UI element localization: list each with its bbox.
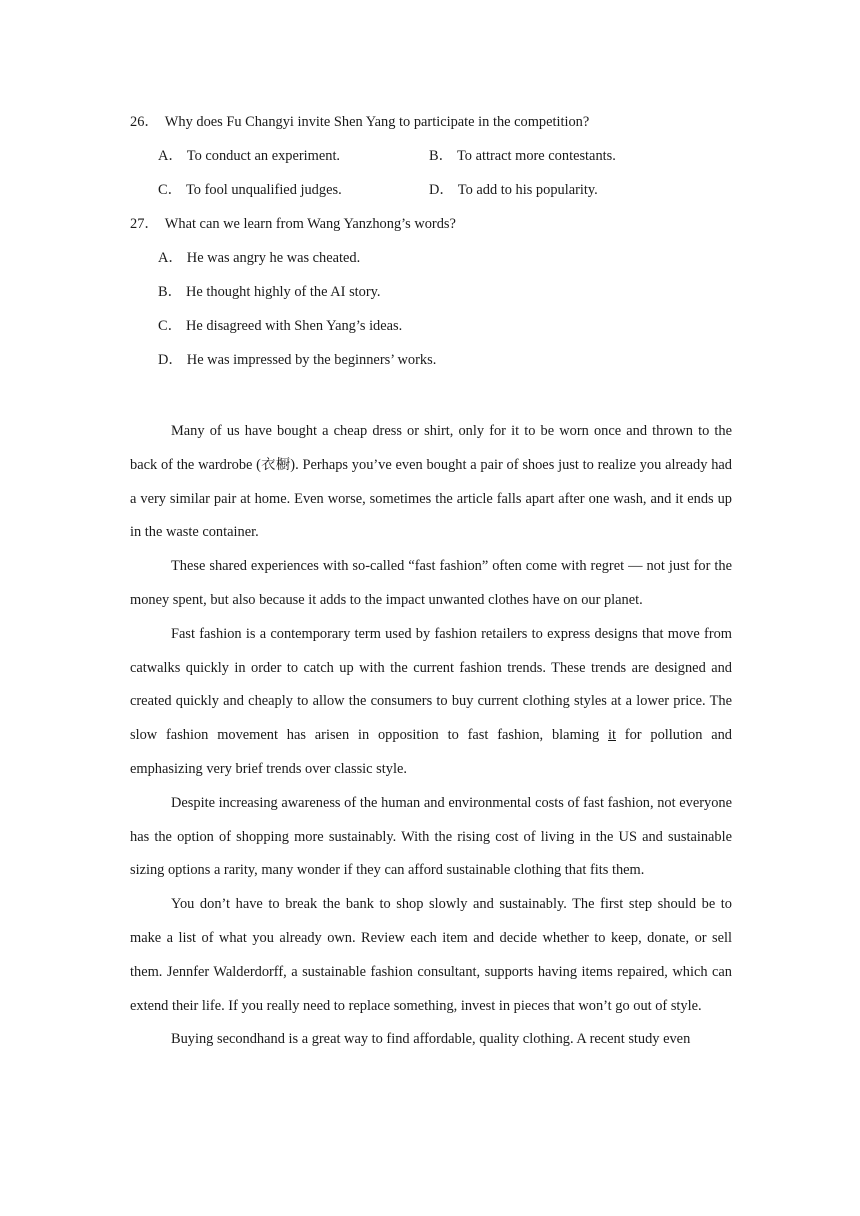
- option-text: To add to his popularity.: [457, 182, 598, 198]
- option-b[interactable]: [429, 145, 616, 167]
- option-letter: D．: [158, 352, 183, 368]
- passage-paragraph-5: You don’t have to break the bank to shop slowly and sustainably. The first step should be to make a list of what you already own. Review each item and decide whether to keep, donate, or sell them. Jennfer Walderdorff, a sustainable fashion consultant, supports having items repaired, which can extend their life. If you really need to replace something, invest in pieces that won’t go out of style.: [130, 896, 732, 1014]
- reading-passage: [130, 415, 732, 1057]
- question-26-options-row-2: [130, 179, 734, 213]
- option-d[interactable]: [429, 179, 598, 201]
- option-b[interactable]: [130, 281, 734, 315]
- option-text: He disagreed with Shen Yang’s ideas.: [186, 318, 403, 334]
- question-27-stem: [130, 213, 734, 247]
- paragraph-text: for pollution and emphasizing very brief trends over classic style.: [130, 727, 732, 777]
- passage-paragraph-6: Buying secondhand is a great way to find affordable, quality clothing. A recent study even: [171, 1031, 691, 1048]
- option-a[interactable]: [158, 148, 340, 164]
- paragraph-text: Fast fashion is a contemporary term used by fashion retailers to express designs that move from catwalks quickly in order to catch up with the current fashion trends. These trends are designed and created quickly and cheaply to allow the consumers to buy current clothing styles at a lower price. The slow fashion movement has arisen in opposition to fast fashion, blaming: [130, 625, 732, 744]
- question-26-options-row-1: [130, 145, 734, 179]
- option-letter: A．: [158, 250, 183, 266]
- underlined-word: it: [607, 727, 616, 744]
- option-text: To conduct an experiment.: [186, 148, 341, 164]
- passage-paragraph-3: [130, 618, 732, 787]
- question-26-stem: [130, 111, 734, 145]
- option-text: He was impressed by the beginners’ works.: [186, 352, 437, 368]
- question-section: [130, 111, 734, 383]
- question-number: 26．: [130, 114, 159, 130]
- option-c[interactable]: [158, 182, 342, 198]
- question-number: 27．: [130, 216, 159, 232]
- option-letter: A．: [158, 148, 183, 164]
- option-letter: C．: [158, 318, 182, 334]
- passage-paragraph-1: Many of us have bought a cheap dress or shirt, only for it to be worn once and thrown to the back of the wardrobe (衣橱). Perhaps you’ve even bought a pair of shoes just to realize you already had a very similar pair at home. Even worse, sometimes the article falls apart after one wash, and it ends up in the waste container.: [130, 423, 732, 541]
- option-d[interactable]: [130, 349, 734, 383]
- option-letter: B．: [158, 284, 182, 300]
- option-text: He thought highly of the AI story.: [186, 284, 381, 300]
- passage-paragraph-2: These shared experiences with so-called “fast fashion” often come with regret — not just for the money spent, but also because it adds to the impact unwanted clothes have on our planet.: [130, 558, 732, 608]
- option-text: To attract more contestants.: [457, 148, 616, 164]
- option-a[interactable]: [130, 247, 734, 281]
- option-letter: D．: [429, 182, 454, 198]
- option-c[interactable]: [130, 315, 734, 349]
- passage-paragraph-4: Despite increasing awareness of the human and environmental costs of fast fashion, not everyone has the option of shopping more sustainably. With the rising cost of living in the US and sustainable sizing options a rarity, many wonder if they can afford sustainable clothing that fits them.: [130, 794, 732, 879]
- option-letter: B．: [429, 148, 453, 164]
- option-letter: C．: [158, 182, 182, 198]
- question-text: What can we learn from Wang Yanzhong’s words?: [164, 216, 456, 232]
- option-text: He was angry he was cheated.: [186, 250, 361, 266]
- option-text: To fool unqualified judges.: [186, 182, 342, 198]
- question-text: Why does Fu Changyi invite Shen Yang to participate in the competition?: [164, 114, 590, 130]
